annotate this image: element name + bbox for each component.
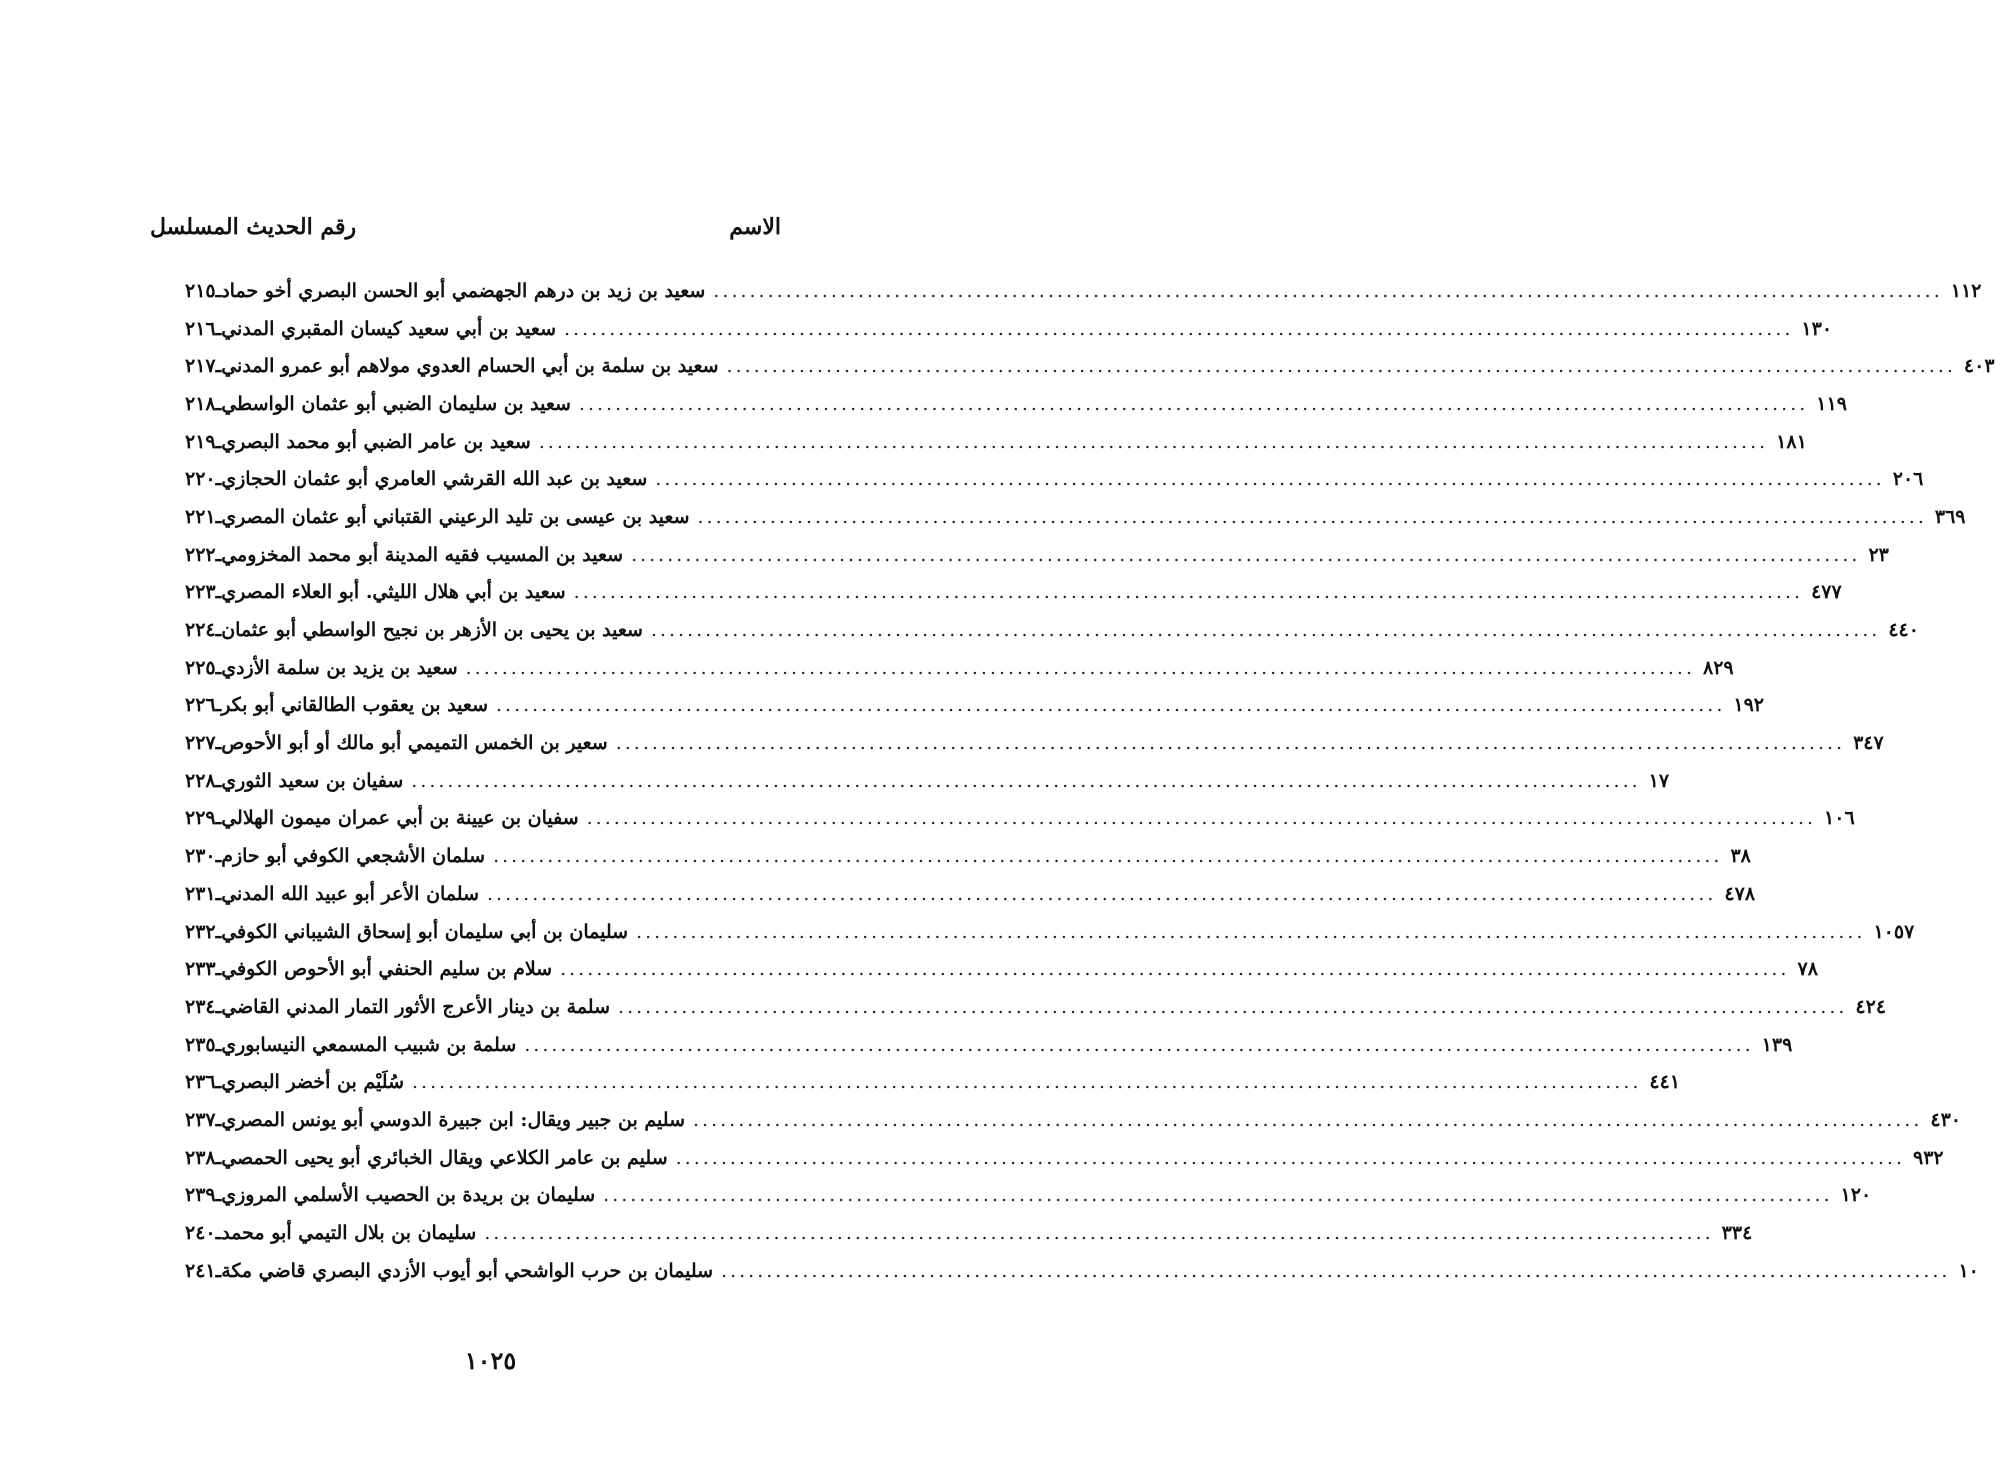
entry-name: سعيد بن يعقوب الطالقاني أبو بكر [221, 694, 488, 717]
entry-name: سلمة بن شبيب المسمعي النيسابوري [221, 1033, 517, 1056]
entry-name: سليم بن عامر الكلاعي ويقال الخبائري أبو يحيى الحمصي [221, 1146, 668, 1169]
leader-dots: ........................................................................................................................................ [524, 1033, 1754, 1056]
entry-dash: ـ [215, 1184, 222, 1207]
entry-reference: ٤٠٣ [1963, 355, 1995, 378]
name-column-header: الاسم [729, 214, 781, 240]
leader-dots: ........................................................................................................................................ [631, 543, 1861, 566]
leader-dots: ........................................................................................................................................ [655, 468, 1885, 491]
entry-number: ٢٢٣ [185, 581, 216, 604]
entry-number: ٢٢٧ [185, 732, 216, 755]
list-item [185, 1101, 1962, 1139]
entry-dash: ـ [215, 468, 222, 491]
entry-dash: ـ [215, 355, 222, 378]
entry-number: ٢٣٧ [185, 1108, 216, 1131]
leader-dots: ........................................................................................................................................ [697, 505, 1927, 528]
entry-dash: ـ [215, 920, 222, 943]
entry-reference: ٢٣ [1868, 543, 1889, 566]
entry-reference: ٤٤٠ [1888, 619, 1919, 642]
entry-reference: ١٠ [1958, 1259, 1979, 1282]
entry-name: سلمة بن دينار الأعرج الأثور التمار المدني القاضي [221, 995, 611, 1018]
entry-name: سليمان بن حرب الواشحي أبو أيوب الأزدي البصري قاضي مكة [221, 1259, 714, 1282]
list-item [185, 837, 1751, 875]
leader-dots: ........................................................................................................................................ [538, 430, 1769, 453]
entry-dash: ـ [215, 694, 222, 717]
leader-dots: ........................................................................................................................................ [650, 619, 1881, 642]
leader-dots: ........................................................................................................................................ [411, 769, 1641, 792]
entry-dash: ـ [215, 317, 222, 340]
leader-dots: ........................................................................................................................................ [487, 882, 1717, 905]
entry-number: ٢٢٩ [185, 807, 216, 830]
entry-reference: ٧٨ [1797, 958, 1818, 981]
entry-number: ٢٢٨ [185, 769, 216, 792]
entry-reference: ٣٦٩ [1934, 505, 1966, 528]
list-item [185, 762, 1670, 800]
entry-dash: ـ [215, 769, 222, 792]
leader-dots: ........................................................................................................................................ [603, 1184, 1833, 1207]
leader-dots: ........................................................................................................................................ [465, 656, 1695, 679]
leader-dots: ........................................................................................................................................ [721, 1259, 1951, 1282]
entry-name: سعيد بن سلمة بن أبي الحسام العدوي مولاهم أبو عمرو المدني [221, 355, 719, 378]
leader-dots: ........................................................................................................................................ [496, 694, 1726, 717]
entry-name: سعيد بن زيد بن درهم الجهضمي أبو الحسن البصري أخو حماد [221, 279, 706, 302]
entry-number: ٢٤٠ [185, 1222, 216, 1245]
entry-number: ٢١٦ [185, 317, 216, 340]
entry-dash: ـ [215, 505, 222, 528]
column-headers [150, 214, 781, 240]
entry-reference: ١٠٥٧ [1873, 920, 1915, 943]
list-item [185, 498, 1966, 536]
entry-dash: ـ [215, 882, 222, 905]
entry-number: ٢٤١ [185, 1259, 216, 1282]
entry-name: سلمان الأعر أبو عبيد الله المدني [221, 882, 480, 905]
list-item [185, 800, 1855, 838]
entry-number: ٢٣٣ [185, 958, 216, 981]
leader-dots: ........................................................................................................................................ [618, 995, 1848, 1018]
entry-dash: ـ [215, 807, 222, 830]
entry-name: سعيد بن يحيى بن الأزهر بن نجيح الواسطي أبو عثمان [221, 619, 643, 642]
entry-dash: ـ [215, 1033, 222, 1056]
entry-number: ٢٣٠ [185, 845, 216, 868]
entry-number: ٢٣١ [185, 882, 216, 905]
entry-dash: ـ [215, 1146, 222, 1169]
entry-number: ٢١٩ [185, 430, 216, 453]
entry-dash: ـ [215, 581, 222, 604]
list-item [185, 988, 1887, 1026]
entry-dash: ـ [215, 845, 222, 868]
list-item [185, 1026, 1793, 1064]
entry-name: سليمان بن بريدة بن الحصيب الأسلمي المروزي [221, 1184, 596, 1207]
entry-number: ٢٣٥ [185, 1033, 216, 1056]
entry-dash: ـ [215, 732, 222, 755]
entry-name: سفيان بن سعيد الثوري [221, 769, 404, 792]
entry-dash: ـ [215, 995, 222, 1018]
entry-reference: ٣٤٧ [1853, 732, 1884, 755]
entry-reference: ٢٠٦ [1892, 468, 1924, 491]
entry-name: سليمان بن أبي سليمان أبو إسحاق الشيباني الكوفي [221, 920, 629, 943]
entry-name: سعيد بن أبي سعيد كيسان المقبري المدني [221, 317, 557, 340]
entry-reference: ١٠٦ [1824, 807, 1855, 830]
list-item [185, 385, 1847, 423]
list-item [185, 687, 1765, 725]
entry-number: ٢٣٨ [185, 1146, 216, 1169]
entry-dash: ـ [215, 392, 222, 415]
entry-number: ٢١٥ [185, 279, 216, 302]
entry-name: سلام بن سليم الحنفي أبو الأحوص الكوفي [221, 958, 553, 981]
list-item [185, 913, 1915, 951]
list-item [185, 460, 1924, 498]
entry-number: ٢٣٩ [185, 1184, 216, 1207]
entry-number: ٢٣٤ [185, 995, 216, 1018]
leader-dots: ........................................................................................................................................ [586, 807, 1817, 830]
entry-reference: ٤٧٨ [1724, 882, 1756, 905]
entry-reference: ٨٢٩ [1703, 656, 1734, 679]
entry-reference: ١٢٠ [1840, 1184, 1872, 1207]
entry-dash: ـ [215, 430, 222, 453]
index-list [185, 272, 1995, 1290]
leader-dots: ........................................................................................................................................ [412, 1071, 1642, 1094]
entry-name: سفيان بن عيينة بن أبي عمران ميمون الهلالي [221, 807, 579, 830]
list-item [185, 1214, 1753, 1252]
leader-dots: ........................................................................................................................................ [560, 958, 1790, 981]
entry-name: سعير بن الخمس التميمي أبو مالك أو أبو الأحوص [221, 732, 608, 755]
list-item [185, 1252, 1979, 1290]
list-item [185, 272, 1982, 310]
entry-dash: ـ [215, 543, 222, 566]
leader-dots: ........................................................................................................................................ [636, 920, 1866, 943]
leader-dots: ........................................................................................................................................ [564, 317, 1794, 340]
entry-number: ٢٣٦ [185, 1071, 216, 1094]
entry-reference: ١٣٩ [1761, 1033, 1793, 1056]
list-item [185, 1063, 1681, 1101]
list-item [185, 724, 1884, 762]
entry-reference: ٤٢٤ [1855, 995, 1887, 1018]
entry-name: سعيد بن عيسى بن تليد الرعيني القتباني أبو عثمان المصري [221, 505, 690, 528]
entry-number: ٢٣٢ [185, 920, 216, 943]
list-item [185, 875, 1756, 913]
entry-reference: ١٣٠ [1801, 317, 1833, 340]
entry-reference: ١٨١ [1776, 430, 1807, 453]
list-item [185, 1139, 1944, 1177]
leader-dots: ........................................................................................................................................ [675, 1146, 1906, 1169]
list-item [185, 611, 1919, 649]
entry-number: ٢٢٠ [185, 468, 216, 491]
entry-name: سعيد بن سليمان الضبي أبو عثمان الواسطي [221, 392, 571, 415]
list-item [185, 310, 1833, 348]
entry-name: سعيد بن أبي هلال الليثي. أبو العلاء المصري [221, 581, 566, 604]
entry-name: سلمان الأشجعي الكوفي أبو حازم [221, 845, 486, 868]
entry-name: سليم بن جبير ويقال: ابن جبيرة الدوسي أبو يونس المصري [221, 1108, 685, 1131]
entry-number: ٢٢٥ [185, 656, 216, 679]
entry-reference: ٣٨ [1730, 845, 1751, 868]
entry-reference: ٣٣٤ [1721, 1222, 1753, 1245]
entry-name: سُلَيْم بن أخضر البصري [221, 1071, 405, 1094]
entry-number: ٢١٧ [185, 355, 216, 378]
leader-dots: ........................................................................................................................................ [693, 1108, 1923, 1131]
leader-dots: ........................................................................................................................................ [573, 581, 1804, 604]
entry-dash: ـ [215, 958, 222, 981]
entry-number: ٢٢١ [185, 505, 216, 528]
entry-reference: ١١٢ [1950, 279, 1982, 302]
entry-name: سعيد بن عبد الله القرشي العامري أبو عثمان الحجازي [221, 468, 648, 491]
entry-number: ٢٢٢ [185, 543, 216, 566]
entry-number: ٢٢٤ [185, 619, 216, 642]
list-item [185, 649, 1734, 687]
ref-column-header: رقم الحديث المسلسل [150, 214, 357, 240]
entry-dash: ـ [215, 1071, 222, 1094]
entry-dash: ـ [215, 1259, 222, 1282]
entry-reference: ١٩٢ [1733, 694, 1765, 717]
leader-dots: ........................................................................................................................................ [578, 392, 1809, 415]
entry-reference: ٤٧٧ [1811, 581, 1842, 604]
leader-dots: ........................................................................................................................................ [615, 732, 1846, 755]
list-item [185, 574, 1842, 612]
entry-dash: ـ [215, 1108, 222, 1131]
leader-dots: ........................................................................................................................................ [493, 845, 1723, 868]
leader-dots: ........................................................................................................................................ [484, 1222, 1714, 1245]
entry-reference: ٩٣٢ [1913, 1146, 1944, 1169]
list-item [185, 423, 1807, 461]
entry-dash: ـ [215, 656, 222, 679]
list-item [185, 950, 1818, 988]
entry-reference: ٤٣٠ [1930, 1108, 1962, 1131]
entry-name: سعيد بن المسيب فقيه المدينة أبو محمد المخزومي [221, 543, 624, 566]
entry-reference: ١٧ [1648, 769, 1670, 792]
page-number: ١٠٢٥ [464, 1346, 517, 1375]
entry-name: سعيد بن يزيد بن سلمة الأزدي [221, 656, 458, 679]
leader-dots: ........................................................................................................................................ [713, 279, 1943, 302]
entry-number: ٢٢٦ [185, 694, 216, 717]
entry-reference: ١١٩ [1816, 392, 1847, 415]
leader-dots: ........................................................................................................................................ [726, 355, 1956, 378]
entry-dash: ـ [215, 1222, 222, 1245]
entry-dash: ـ [215, 619, 222, 642]
entry-number: ٢١٨ [185, 392, 216, 415]
entry-reference: ٤٤١ [1649, 1071, 1681, 1094]
entry-name: سليمان بن بلال التيمي أبو محمد [221, 1222, 477, 1245]
entry-name: سعيد بن عامر الضبي أبو محمد البصري [221, 430, 531, 453]
list-item [185, 347, 1995, 385]
entry-dash: ـ [215, 279, 222, 302]
list-item [185, 1177, 1872, 1215]
list-item [185, 536, 1889, 574]
